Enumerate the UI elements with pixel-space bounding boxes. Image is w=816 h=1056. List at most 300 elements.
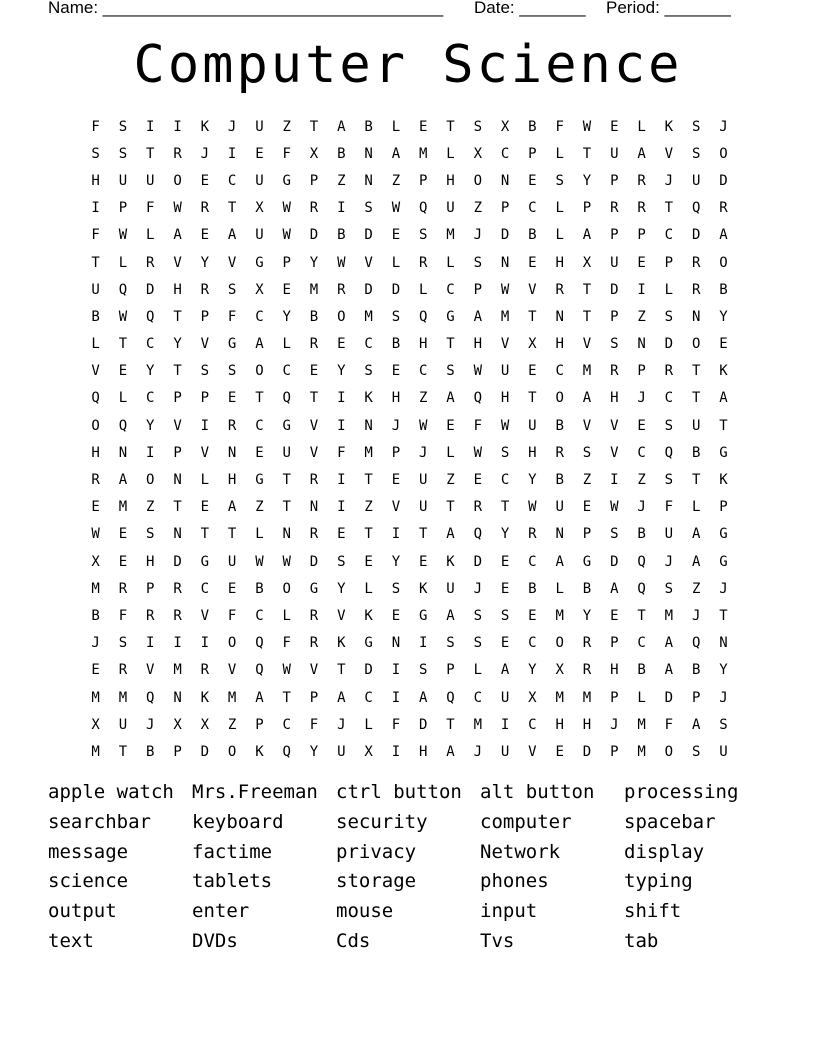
grid-letter: A [664,635,674,652]
grid-row [82,711,737,738]
grid-letter: G [282,417,291,434]
grid-letter: Q [637,553,646,570]
grid-letter: A [691,553,701,570]
grid-letter: J [227,118,237,135]
grid-letter: M [309,281,319,298]
grid-letter: A [664,662,674,679]
grid-letter: D [664,689,674,706]
grid-letter: O [473,172,483,189]
grid-letter: T [582,145,592,162]
grid-letter: T [664,200,674,217]
grid-letter: A [173,227,182,244]
grid-letter: T [227,526,237,543]
grid-letter: S [446,635,455,652]
grid-letter: E [227,390,237,407]
grid-letter: K [200,118,210,135]
grid-letter: H [582,716,592,733]
grid-letter: T [282,499,291,516]
grid-letter: A [719,227,728,244]
grid-letter: P [309,689,319,706]
grid-letter: N [391,635,401,652]
grid-letter: X [528,689,537,706]
grid-letter: X [555,662,564,679]
grid-letter: N [637,336,646,353]
grid-letter: F [391,716,401,733]
grid-row [82,548,737,575]
grid-letter: Y [719,662,728,679]
grid-letter: E [528,254,537,271]
grid-letter: C [418,363,428,380]
grid-letter: R [309,607,319,624]
grid-letter: U [91,281,100,298]
word-list-item: display [624,840,705,863]
grid-letter: F [473,417,483,434]
word-list [48,778,768,957]
grid-letter: T [173,308,182,325]
grid-letter: C [446,281,455,298]
grid-letter: A [473,308,483,325]
grid-row [82,575,737,602]
grid-letter: S [664,472,674,489]
grid-letter: S [691,118,701,135]
grid-letter: R [555,444,564,461]
grid-letter: R [173,580,182,597]
grid-letter: I [337,200,346,217]
grid-letter: R [418,254,428,271]
grid-letter: E [582,499,592,516]
grid-letter: T [582,308,592,325]
grid-letter: Y [582,607,592,624]
grid-letter: Y [528,472,537,489]
grid-letter: C [146,336,155,353]
word-list-item: message [48,840,129,863]
grid-letter: P [391,444,401,461]
grid-letter: J [473,743,483,760]
grid-letter: W [282,227,291,244]
grid-letter: B [91,607,100,624]
grid-letter: W [118,308,128,325]
grid-letter: I [146,118,155,135]
grid-letter: P [282,254,291,271]
grid-letter: L [418,281,428,298]
grid-letter: P [610,689,619,706]
grid-letter: Q [418,200,428,217]
grid-letter: S [391,308,401,325]
grid-letter: N [555,308,564,325]
header-fields [48,0,768,20]
name-field[interactable]: Name: ____________________________________ [48,0,444,17]
word-list-item: Cds [336,929,371,952]
grid-letter: V [664,145,674,162]
grid-letter: X [91,716,100,733]
grid-letter: V [200,336,210,353]
grid-letter: Z [637,472,646,489]
grid-letter: S [664,417,674,434]
grid-letter: P [446,662,455,679]
grid-letter: U [282,444,291,461]
grid-letter: C [364,336,373,353]
grid-letter: Z [446,472,455,489]
grid-letter: Z [337,172,346,189]
grid-letter: K [364,390,373,407]
grid-letter: U [418,499,428,516]
grid-letter: U [664,526,674,543]
grid-letter: C [637,635,646,652]
grid-letter: P [610,743,619,760]
grid-letter: R [337,281,346,298]
grid-letter: E [200,499,210,516]
grid-letter: T [446,499,455,516]
grid-letter: C [255,607,264,624]
grid-row [82,494,737,521]
grid-letter: C [255,308,264,325]
grid-letter: T [719,607,728,624]
grid-letter: P [582,200,592,217]
grid-letter: N [555,526,564,543]
grid-letter: D [500,227,510,244]
grid-letter: S [227,281,237,298]
grid-letter: T [719,417,728,434]
grid-letter: N [500,172,510,189]
grid-letter: Y [391,553,401,570]
grid-letter: C [664,227,674,244]
grid-letter: W [282,200,291,217]
grid-letter: F [309,716,319,733]
grid-letter: C [146,390,155,407]
grid-letter: X [364,743,373,760]
grid-letter: L [364,580,373,597]
grid-letter: F [91,118,100,135]
grid-letter: R [227,417,237,434]
grid-letter: R [610,200,619,217]
grid-letter: K [664,118,674,135]
grid-letter: R [637,200,646,217]
grid-row [82,331,737,358]
word-list-item: keyboard [192,810,284,833]
grid-letter: N [691,308,701,325]
grid-letter: O [146,472,155,489]
grid-letter: I [391,689,401,706]
grid-letter: K [200,689,210,706]
grid-letter: G [719,526,728,543]
grid-letter: U [500,689,510,706]
grid-letter: N [173,689,182,706]
grid-letter: M [637,743,646,760]
grid-letter: B [337,227,346,244]
grid-letter: R [309,200,319,217]
grid-letter: I [391,743,401,760]
grid-letter: W [473,444,483,461]
grid-letter: Y [282,308,291,325]
grid-letter: Y [309,254,319,271]
grid-letter: S [555,172,564,189]
grid-letter: B [691,662,701,679]
grid-letter: P [118,200,128,217]
grid-letter: M [555,607,564,624]
grid-letter: M [118,499,128,516]
grid-letter: K [719,472,728,489]
grid-letter: T [146,145,155,162]
word-list-item: apple watch [48,781,174,803]
grid-letter: T [364,472,373,489]
grid-letter: J [719,580,728,597]
grid-letter: L [146,227,155,244]
grid-letter: A [555,553,564,570]
grid-letter: U [555,499,564,516]
grid-letter: I [200,417,210,434]
grid-letter: T [528,308,537,325]
grid-letter: I [173,118,182,135]
grid-letter: V [146,662,155,679]
grid-letter: P [691,689,701,706]
grid-letter: Y [500,526,510,543]
grid-letter: S [200,363,210,380]
grid-letter: J [664,172,674,189]
period-field[interactable]: Period: _______ [606,0,731,17]
grid-letter: F [146,200,155,217]
grid-letter: Y [337,363,346,380]
grid-letter: E [500,553,510,570]
grid-letter: T [364,526,373,543]
grid-letter: H [227,472,237,489]
grid-letter: H [528,444,537,461]
grid-letter: T [691,472,701,489]
grid-letter: O [719,145,728,162]
grid-letter: Q [118,281,128,298]
grid-letter: V [200,444,210,461]
word-list-item: storage [336,870,417,893]
word-list-item: mouse [336,900,394,923]
grid-letter: I [610,472,619,489]
grid-letter: U [146,172,155,189]
grid-letter: T [255,390,264,407]
grid-letter: P [309,172,319,189]
grid-letter: B [637,526,646,543]
grid-letter: Q [418,308,428,325]
grid-letter: U [118,716,128,733]
grid-letter: P [637,227,646,244]
grid-letter: V [309,444,319,461]
grid-letter: A [582,227,592,244]
grid-letter: E [610,607,619,624]
grid-letter: U [610,254,619,271]
grid-letter: E [200,227,210,244]
grid-letter: E [391,363,401,380]
grid-row [82,684,737,711]
grid-letter: E [418,118,428,135]
grid-letter: P [200,308,210,325]
grid-letter: D [309,227,319,244]
grid-letter: K [255,743,264,760]
grid-letter: Q [473,526,483,543]
grid-letter: L [91,336,100,353]
grid-letter: N [309,499,319,516]
grid-letter: F [337,444,346,461]
grid-letter: P [500,200,510,217]
grid-letter: G [227,336,237,353]
grid-letter: Q [473,390,483,407]
grid-letter: F [91,227,100,244]
word-list-item: processing [624,781,739,803]
grid-letter: R [118,662,128,679]
grid-letter: J [610,716,619,733]
grid-letter: M [582,689,592,706]
grid-letter: V [309,662,319,679]
grid-letter: H [173,281,182,298]
grid-letter: C [528,200,537,217]
grid-letter: P [146,580,155,597]
grid-letter: L [446,444,455,461]
grid-letter: F [227,607,237,624]
grid-letter: L [555,227,564,244]
grid-letter: H [91,444,100,461]
grid-letter: R [200,662,210,679]
grid-letter: Q [146,689,155,706]
grid-letter: R [691,281,701,298]
grid-letter: Y [309,743,319,760]
grid-letter: M [173,662,182,679]
grid-letter: O [555,635,564,652]
grid-letter: O [282,580,291,597]
grid-letter: T [337,662,346,679]
date-field[interactable]: Date: _______ [474,0,586,17]
grid-letter: T [691,390,701,407]
grid-letter: B [255,580,264,597]
grid-row [82,412,737,439]
grid-letter: N [364,172,373,189]
grid-letter: T [582,281,592,298]
grid-letter: Y [146,363,155,380]
grid-letter: U [337,743,346,760]
grid-letter: V [227,662,237,679]
grid-letter: S [391,580,401,597]
grid-letter: S [118,635,128,652]
grid-letter: V [227,254,237,271]
grid-letter: A [446,607,455,624]
grid-letter: M [582,363,592,380]
grid-letter: A [637,145,646,162]
grid-letter: P [173,390,182,407]
grid-letter: N [500,254,510,271]
grid-letter: E [528,363,537,380]
grid-letter: B [582,580,592,597]
grid-letter: N [719,635,728,652]
grid-letter: L [118,390,128,407]
grid-row [82,657,737,684]
grid-letter: I [227,145,237,162]
grid-letter: P [610,172,619,189]
grid-letter: U [446,200,455,217]
grid-row [82,385,737,412]
word-search-grid [82,113,737,766]
grid-letter: Q [637,580,646,597]
grid-letter: X [173,716,182,733]
grid-letter: S [418,662,428,679]
grid-letter: R [582,635,592,652]
grid-letter: Z [364,499,373,516]
grid-letter: H [418,336,428,353]
grid-letter: U [691,172,701,189]
grid-letter: Z [146,499,155,516]
grid-letter: L [446,254,455,271]
grid-letter: W [418,417,428,434]
grid-letter: E [337,526,346,543]
grid-letter: H [555,254,564,271]
grid-letter: G [364,635,373,652]
grid-letter: L [118,254,128,271]
grid-letter: R [309,336,319,353]
grid-letter: C [528,635,537,652]
grid-letter: E [391,607,401,624]
grid-letter: S [118,118,128,135]
grid-letter: R [664,363,674,380]
grid-letter: C [282,363,291,380]
grid-letter: T [118,743,128,760]
grid-letter: G [255,472,264,489]
grid-letter: E [528,607,537,624]
grid-row [82,222,737,249]
grid-letter: H [391,390,401,407]
grid-letter: Q [255,662,264,679]
word-list-item: enter [192,900,250,923]
grid-letter: I [637,281,646,298]
grid-letter: J [91,635,100,652]
grid-letter: L [446,145,455,162]
grid-letter: R [118,580,128,597]
grid-letter: R [200,200,210,217]
grid-letter: D [146,281,155,298]
word-list-item: typing [624,870,693,893]
grid-letter: L [473,662,483,679]
grid-letter: H [500,390,510,407]
grid-letter: U [719,743,728,760]
grid-letter: O [255,363,264,380]
grid-letter: C [637,444,646,461]
grid-letter: J [719,118,728,135]
grid-letter: C [227,172,237,189]
grid-letter: E [473,472,483,489]
grid-letter: A [446,743,455,760]
grid-letter: D [391,281,401,298]
grid-letter: M [473,716,483,733]
grid-letter: Z [473,200,483,217]
grid-letter: D [418,716,428,733]
grid-letter: E [528,172,537,189]
grid-letter: W [91,526,100,543]
grid-letter: W [118,227,128,244]
grid-letter: G [200,553,210,570]
grid-letter: G [582,553,592,570]
grid-letter: C [255,417,264,434]
grid-letter: P [582,526,592,543]
grid-letter: E [391,472,401,489]
grid-letter: L [691,499,701,516]
grid-letter: M [555,689,564,706]
grid-letter: Q [282,743,291,760]
grid-letter: A [582,390,592,407]
word-list-item: text [48,929,94,952]
grid-letter: E [118,553,128,570]
grid-letter: W [528,499,537,516]
grid-letter: W [173,200,182,217]
grid-letter: I [337,390,346,407]
grid-letter: V [364,254,373,271]
grid-letter: A [446,390,455,407]
grid-letter: A [227,227,237,244]
grid-letter: C [200,580,210,597]
grid-letter: P [200,390,210,407]
grid-letter: G [418,607,428,624]
